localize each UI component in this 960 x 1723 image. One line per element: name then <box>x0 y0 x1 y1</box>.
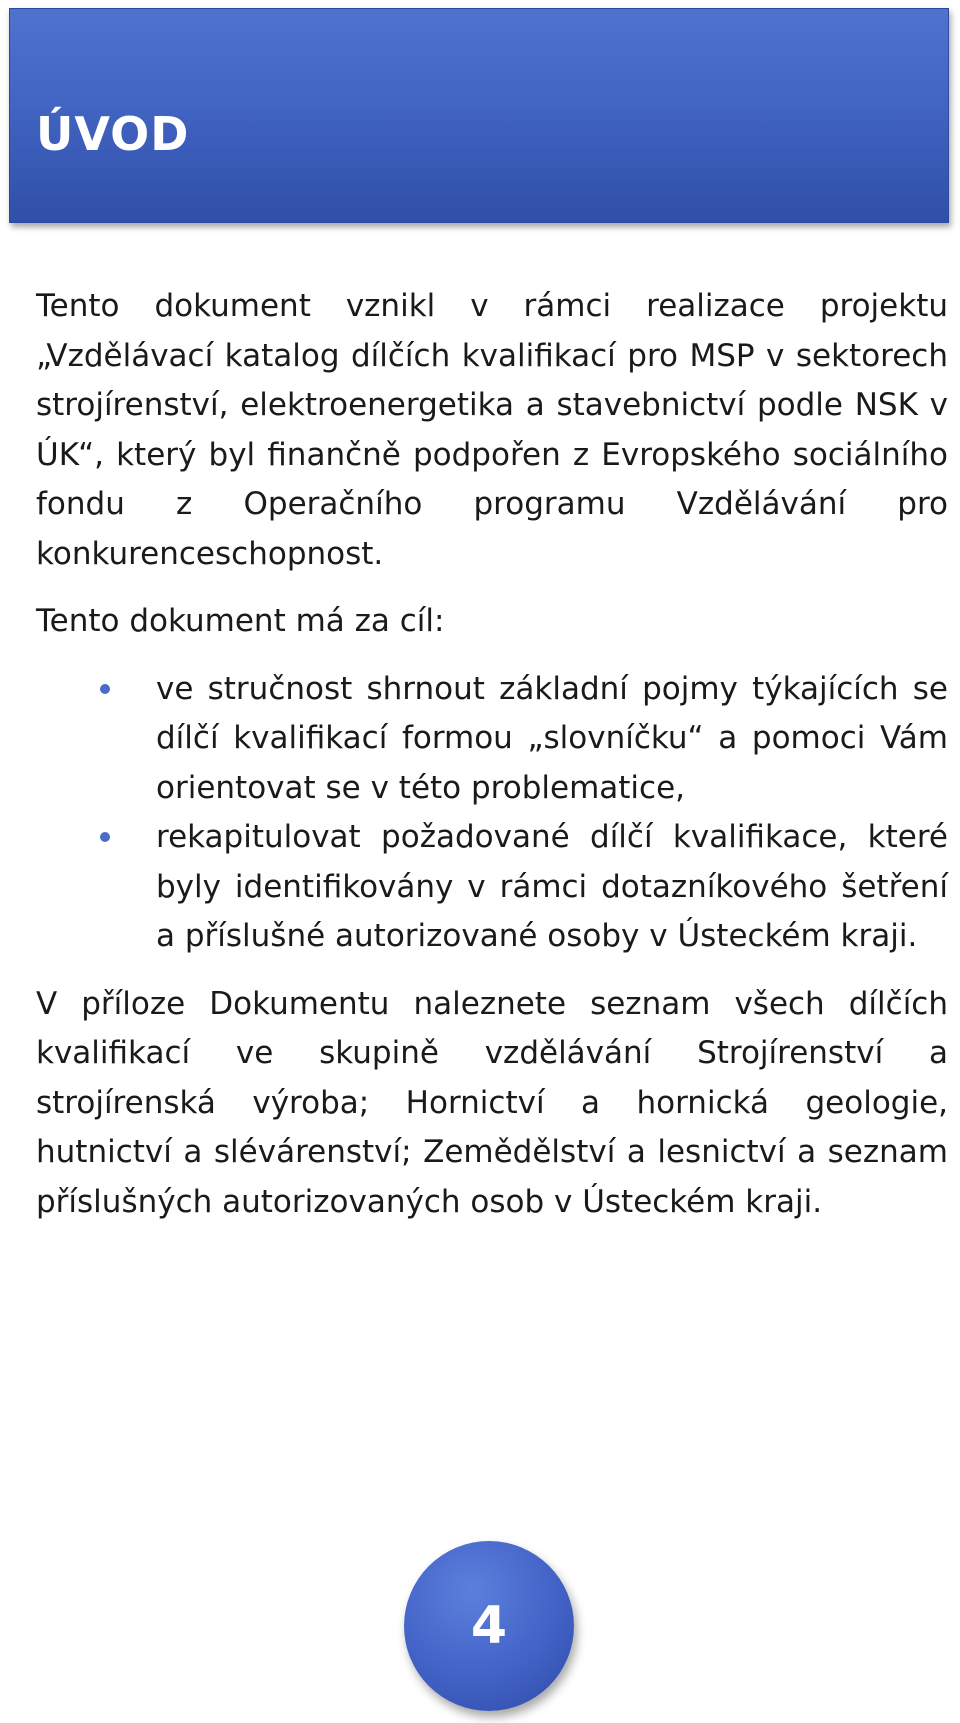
list-item-text: ve stručnost shrnout základní pojmy týkajících se dílčí kvalifikací formou „slovníčku“ a pomoci Vám orientovat se v této problematice, <box>156 670 948 806</box>
header-banner <box>9 8 949 223</box>
bullet-icon <box>100 832 110 842</box>
appendix-paragraph: V příloze Dokumentu naleznete seznam všech dílčích kvalifikací ve skupině vzdělávání Strojírenství a strojírenská výroba; Hornictví a hornická geologie, hutnictví a slévárenství; Zemědělství a lesnictví a seznam příslušných autorizovaných osob v Ústeckém kraji. <box>36 985 948 1220</box>
page-number: 4 <box>470 1596 508 1656</box>
intro-paragraph: Tento dokument vznikl v rámci realizace projektu „Vzdělávací katalog dílčích kvalifikací pro MSP v sektorech strojírenství, elektroenergetika a stavebnictví podle NSK v ÚK“, který byl finančně podpořen z Evropského sociálního fondu z Operačního programu Vzdělávání pro konkurenceschopnost. <box>36 288 948 572</box>
list-item <box>156 813 948 962</box>
goals-list <box>36 665 948 962</box>
goals-intro: Tento dokument má za cíl: <box>36 603 445 639</box>
page-title: ÚVOD <box>36 107 190 161</box>
list-item <box>156 665 948 814</box>
bullet-icon <box>100 684 110 694</box>
document-body <box>36 282 948 1227</box>
page-number-badge <box>404 1541 574 1711</box>
list-item-text: rekapitulovat požadované dílčí kvalifikace, které byly identifikovány v rámci dotazníkového šetření a příslušné autorizované osoby v Ústeckém kraji. <box>156 819 948 954</box>
